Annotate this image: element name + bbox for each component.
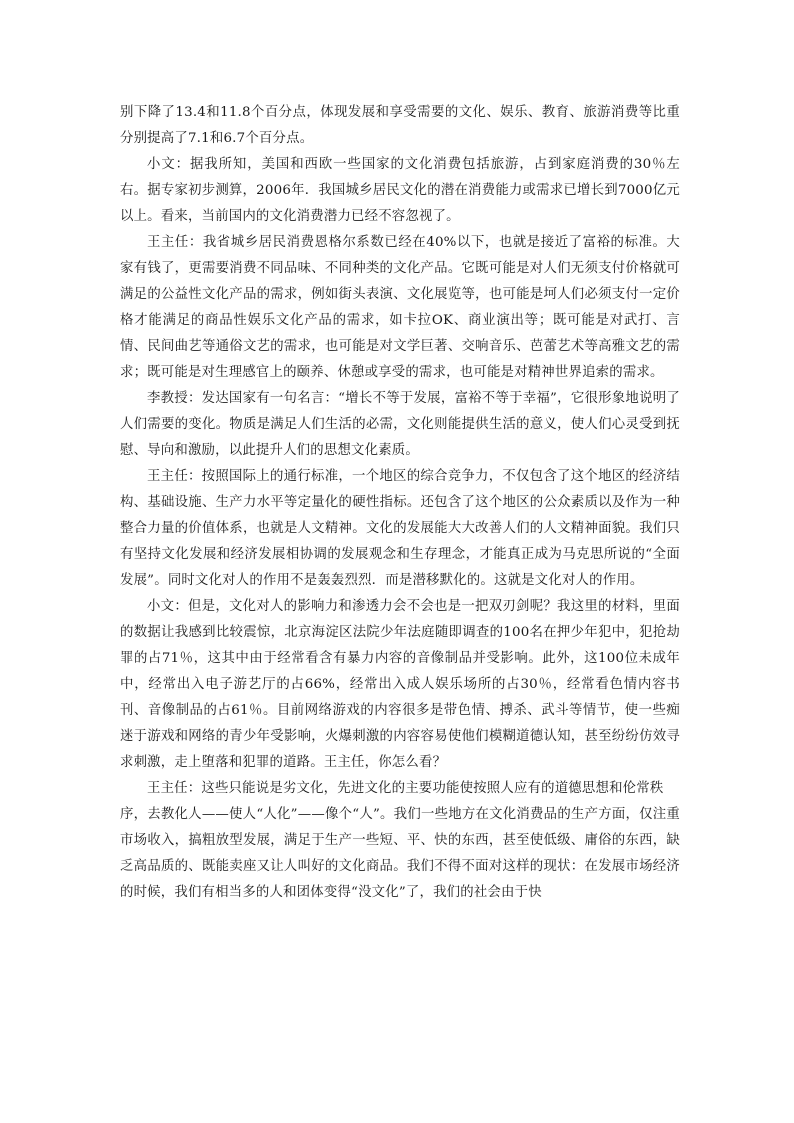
paragraph-xiaowen-double-edged: 小文：但是，文化对人的影响力和渗透力会不会也是一把双刃剑呢？我这里的材料，里面的数据让我感到比较震惊，北京海淀区法院少年法庭随即调查的100名在押少年犯中，犯抢劫罪的占71％，这其中由于经常看含有暴力内容的音像制品并受影响。此外，这100位未成年中，经常出入电子游艺厅的占66%，经常出入成人娱乐场所的占30％，经常看色情内容书刊、音像制品的占61％。目前网络游戏的内容很多是带色情、搏杀、武斗等情节，使一些痴迷于游戏和网络的青少年受影响，火爆刺激的内容容易使他们模糊道德认知，甚至纷纷仿效寻求刺激，走上堕落和犯罪的道路。王主任，你怎么看？ [120, 599, 680, 770]
paragraph-director-wang-inferior-culture: 王主任：这些只能说是劣文化，先进文化的主要功能使按照人应有的道德思想和伦常秩 [147, 781, 664, 796]
paragraph-director-wang-competitiveness: 王主任：按照国际上的通行标准，一个地区的综合竞争力，不仅包含了这个地区的经济结构、基础设施、生产力水平等定量化的硬性指标。还包含了这个地区的公众素质以及作为一种整合力量的价值体系，也就是人文精神。文化的发展能大大改善人们的人文精神面貌。我们只有坚持文化发展和经济发展相协调的发展观念和生存理念，才能真正成为马克思所说的“全面发展”。同时文化对人的作用不是轰轰烈烈．而是潜移默化的。这就是文化对人的作用。 [120, 469, 680, 588]
document-body [120, 100, 680, 906]
paragraph-professor-li-quote: 李教授：发达国家有一句名言：“增长不等于发展，富裕不等于幸福”，它很形象地说明了人们需要的变化。物质是满足人们生活的必需，文化则能提供生活的意义，使人们心灵受到抚慰、导向和激励，以此提升人们的思想文化素质。 [120, 391, 680, 458]
paragraph-director-wang-demand: 王主任：我省城乡居民消费恩格尔系数已经在40%以下，也就是接近了富裕的标准。大家有钱了，更需要消费不同品味、不同种类的文化产品。它既可能是对人们无须支付价格就可满足的公益性文化产品的需求，例如街头表演、文化展览等，也可能是坷人们必须支付一定价格才能满足的商品性娱乐文化产品的需求，如卡拉OK、商业演出等；既可能是对武打、言情、民间曲艺等通俗文艺的需求，也可能是对文学巨著、交响音乐、芭蕾艺术等高雅文艺的需求；既可能是对生理感官上的颐养、休憩或享受的需求，也可能是对精神世界追索的需求。 [120, 235, 680, 380]
paragraph-continued-statistics: 别下降了13.4和11.8个百分点，体现发展和享受需要的文化、娱乐、教育、旅游消费等比重分别提高了7.1和6.7个百分点。 [120, 105, 680, 146]
paragraph-xiaowen-consumption: 小文：据我所知，美国和西欧一些国家的文化消费包括旅游，占到家庭消费的30％左右。据专家初步测算，2006年．我国城乡居民文化的潜在消费能力或需求已增长到7000亿元以上。看来，当前国内的文化消费潜力已经不容忽视了。 [120, 157, 680, 224]
paragraph-director-wang-continued: 序，去教化人——使人“人化”——像个“人”。我们一些地方在文化消费品的生产方面，仅注重市场收入，搞粗放型发展，满足于生产一些短、平、快的东西，甚至使低级、庸俗的东西，缺乏高品质的、既能卖座又让人叫好的文化商品。我们不得不面对这样的现状：在发展市场经济的时候，我们有相当多的人和团体变得“没文化”了，我们的社会由于快 [120, 807, 680, 900]
